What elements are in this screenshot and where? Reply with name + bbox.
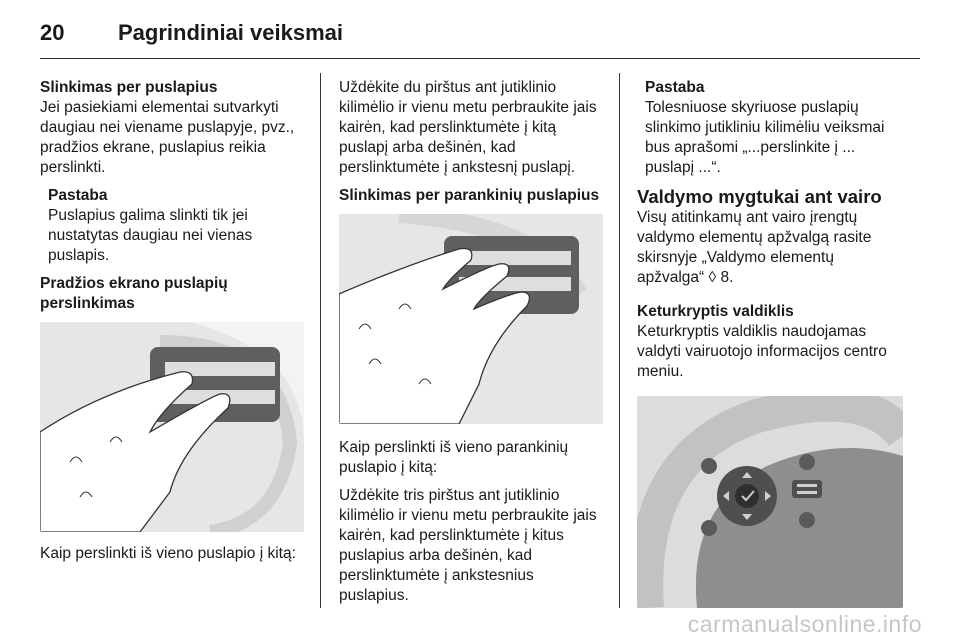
heading-home-scrolling: Pradžios ekrano puslapių perslinkimas (40, 275, 228, 312)
page-title: Pagrindiniai veiksmai (118, 20, 343, 45)
page-header (40, 18, 920, 58)
page-number: 20 (40, 20, 65, 45)
note-block: Pastaba Puslapius galima slinkti tik jei nustatytas daugiau nei vienas puslapis. (40, 186, 310, 266)
paragraph-three-finger-instructions: Uždėkite tris pirštus ant jutiklinio kilimėlio ir vienu metu perbraukite jais kairėn, kad perslinktumėte į kitus puslapius arba dešinėn, kad perslinktumėte į ankstesnius puslapius. (339, 487, 597, 604)
note-label: Pastaba (48, 187, 108, 204)
caption-two-finger: Kaip perslinkti iš vieno puslapio į kitą: (40, 545, 296, 562)
caption-three-finger: Kaip perslinkti iš vieno parankinių puslapio į kitą: (339, 439, 569, 476)
steering-wheel-controls-illustration (637, 396, 903, 608)
heading-favourites-scrolling: Slinkimas per parankinių puslapius (339, 187, 600, 204)
heading-page-scrolling: Slinkimas per puslapius (40, 79, 218, 96)
paragraph-four-way-switch: Keturkryptis valdiklis naudojamas valdyti vairuotojo informacijos centro meniu. (637, 323, 887, 380)
three-finger-swipe-illustration (339, 214, 603, 424)
column-2 (339, 78, 611, 606)
column-3 (637, 78, 912, 608)
note-block-2: Pastaba Tolesniuose skyriuose puslapių slinkimo jutikliniu kilimėliu veiksmai bus aprašomi „...perslinkite į ... puslapį ...“. (637, 78, 912, 178)
header-divider (40, 58, 920, 59)
heading-four-way-switch: Keturkryptis valdiklis (637, 303, 794, 320)
column-divider-2 (619, 73, 620, 608)
two-finger-swipe-illustration (40, 322, 304, 532)
paragraph-scrolling-intro: Jei pasiekiami elementai sutvarkyti daugiau nei viename puslapyje, pvz., pradžios ekrane, puslapius reikia perslinkti. (40, 99, 295, 176)
note-label-2: Pastaba (645, 79, 705, 96)
section-title-steering-controls: Valdymo mygtukai ant vairo (637, 186, 882, 207)
column-1 (40, 78, 310, 564)
paragraph-steering-controls: Visų atitinkamų ant vairo įrengtų valdymo elementų apžvalgą rasite skirsnyje „Valdymo elementų apžvalga“ ◊ 8. (637, 209, 872, 286)
watermark: carmanualsonline.info (687, 611, 922, 637)
column-divider-1 (320, 73, 321, 608)
paragraph-two-finger-instructions: Uždėkite du pirštus ant jutiklinio kilimėlio ir vienu metu perbraukite jais kairėn, kad perslinktumėte į kitą puslapį arba dešinėn, kad perslinktumėte į ankstesnį puslapį. (339, 79, 597, 176)
